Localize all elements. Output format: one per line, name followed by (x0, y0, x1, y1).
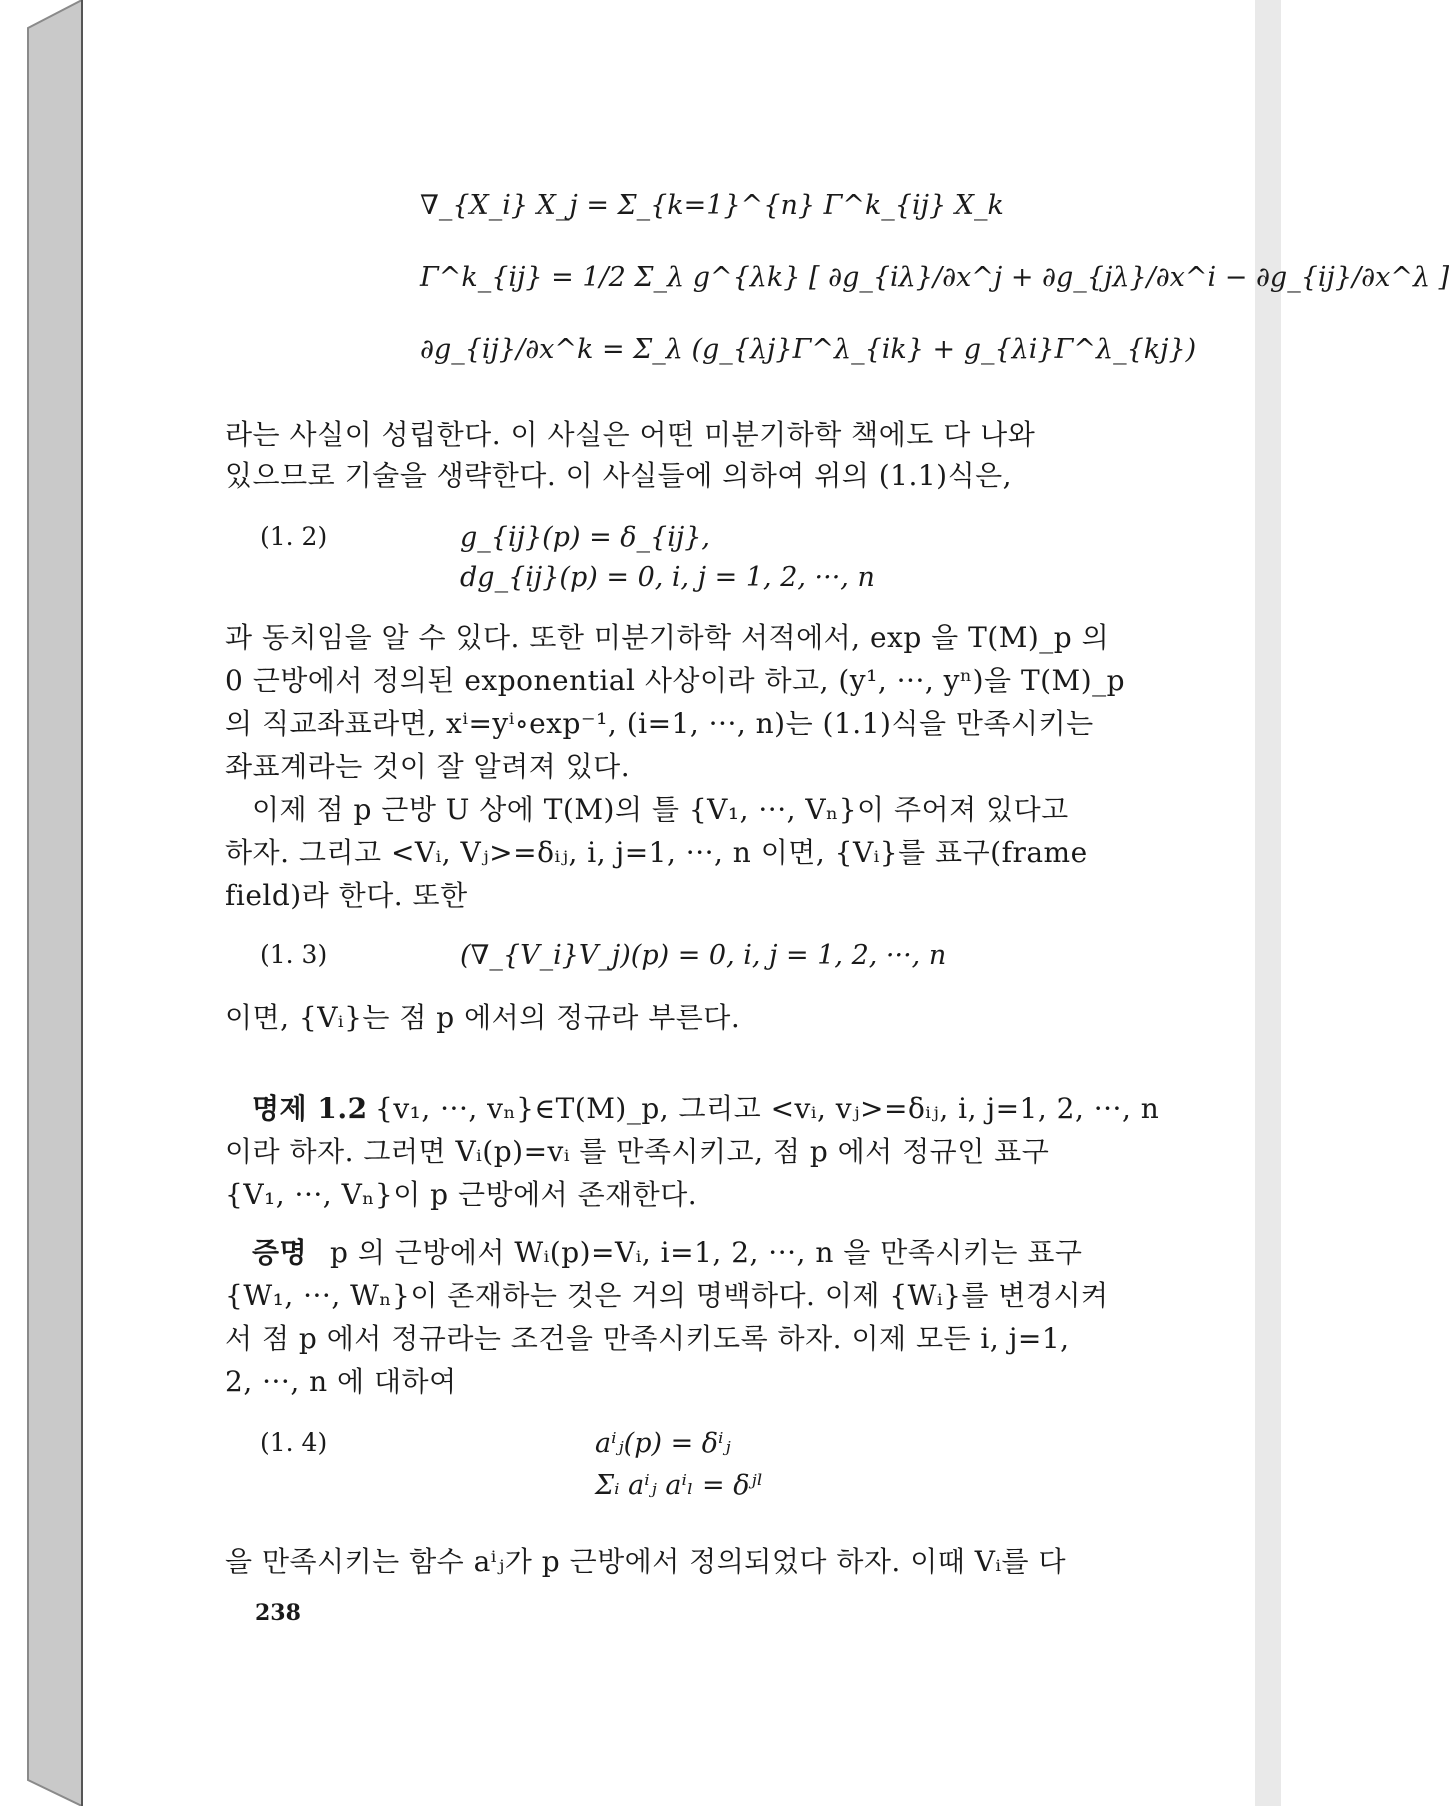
proof-line: 2, ···, n 에 대하여 (225, 1365, 457, 1398)
proof-line: {W₁, ···, Wₙ}이 존재하는 것은 거의 명백하다. 이제 {Wᵢ}를 변경시켜 (225, 1279, 1109, 1312)
equation-christoffel: Γ^k_{ij} = 1/2 Σ_λ g^{λk} [ ∂g_{iλ}/∂x^j + ∂g_{jλ}/∂x^i − ∂g_{ij}/∂x^λ ] (420, 262, 1449, 293)
proposition-line: {v₁, ···, vₙ}∈T(M)_p, 그리고 <vᵢ, vⱼ>=δᵢⱼ, i, j=1, 2, ···, n (375, 1092, 1160, 1125)
equation-1-4-line2: Σᵢ aⁱⱼ aⁱₗ = δʲˡ (595, 1470, 764, 1501)
paragraph-line: 좌표계라는 것이 잘 알려져 있다. (225, 750, 631, 783)
paragraph-line: 의 직교좌표라면, xⁱ=yⁱ∘exp⁻¹, (i=1, ···, n)는 (1.1)식을 만족시키는 (225, 707, 1094, 740)
equation-1-3: (∇_{V_i}V_j)(p) = 0, i, j = 1, 2, ···, n (460, 940, 947, 971)
equation-label-1-2: (1. 2) (260, 522, 328, 551)
paragraph-line: 하자. 그리고 <Vᵢ, Vⱼ>=δᵢⱼ, i, j=1, ···, n 이면, {Vᵢ}를 표구(frame (225, 836, 1088, 869)
paragraph-line: 있으므로 기술을 생략한다. 이 사실들에 의하여 위의 (1.1)식은, (225, 459, 1013, 492)
equation-metric-derivative: ∂g_{ij}/∂x^k = Σ_λ (g_{λj}Γ^λ_{ik} + g_{λi}Γ^λ_{kj}) (420, 334, 1197, 365)
proposition-heading: 명제 1.2 (252, 1092, 368, 1125)
equation-1-2-line2: dg_{ij}(p) = 0, i, j = 1, 2, ···, n (460, 562, 875, 593)
page-number: 238 (255, 1600, 301, 1626)
equation-1-4-line1: aⁱⱼ(p) = δⁱⱼ (595, 1428, 731, 1459)
equation-covariant-derivative: ∇_{X_i} X_j = Σ_{k=1}^{n} Γ^k_{ij} X_k (420, 190, 1004, 221)
proposition-line: 이라 하자. 그러면 Vᵢ(p)=vᵢ 를 만족시키고, 점 p 에서 정규인 표구 (225, 1135, 1050, 1168)
equation-label-1-3: (1. 3) (260, 940, 328, 969)
proof-line: p 의 근방에서 Wᵢ(p)=Vᵢ, i=1, 2, ···, n 을 만족시키는 표구 (330, 1236, 1083, 1269)
paragraph-line: field)라 한다. 또한 (225, 879, 468, 912)
proof-heading: 증명 (252, 1236, 308, 1269)
paragraph-line: 과 동치임을 알 수 있다. 또한 미분기하학 서적에서, exp 을 T(M)_p 의 (225, 621, 1110, 654)
equation-1-2-line1: g_{ij}(p) = δ_{ij}, (460, 522, 710, 553)
proof-line: 서 점 p 에서 정규라는 조건을 만족시키도록 하자. 이제 모든 i, j=1, (225, 1322, 1070, 1355)
paragraph-line: 0 근방에서 정의된 exponential 사상이라 하고, (y¹, ···, yⁿ)을 T(M)_p (225, 664, 1126, 697)
paragraph-line: 이면, {Vᵢ}는 점 p 에서의 정규라 부른다. (225, 1001, 741, 1034)
paragraph-line: 을 만족시키는 함수 aⁱⱼ가 p 근방에서 정의되었다 하자. 이때 Vᵢ를 다 (225, 1545, 1067, 1578)
paragraph-line: 이제 점 p 근방 U 상에 T(M)의 틀 {V₁, ···, Vₙ}이 주어져 있다고 (252, 793, 1069, 826)
paragraph-line: 라는 사실이 성립한다. 이 사실은 어떤 미분기하학 책에도 다 나와 (225, 418, 1036, 451)
proposition-line: {V₁, ···, Vₙ}이 p 근방에서 존재한다. (225, 1178, 698, 1211)
equation-label-1-4: (1. 4) (260, 1428, 328, 1457)
